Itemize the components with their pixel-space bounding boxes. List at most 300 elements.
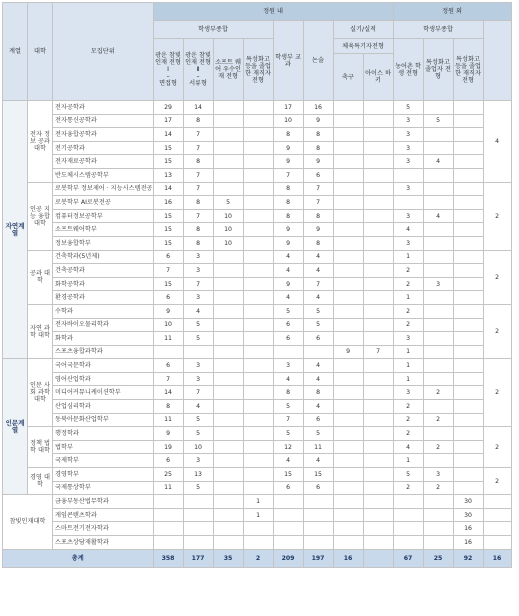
quota-cell: 4 xyxy=(423,209,453,223)
quota-cell xyxy=(363,223,393,237)
quota-cell: 8 xyxy=(273,182,303,196)
quota-cell xyxy=(243,372,273,386)
quota-cell xyxy=(213,128,243,142)
quota-cell: 3 xyxy=(423,468,453,482)
quota-cell xyxy=(213,332,243,346)
quota-cell xyxy=(213,291,243,305)
quota-cell: 6 xyxy=(273,332,303,346)
table-row xyxy=(3,101,512,115)
quota-cell: 2 xyxy=(393,264,423,278)
header-chambit-1: 광운 참빛인재 전형 Ⅰ – 면접형 xyxy=(153,39,183,101)
quota-cell xyxy=(363,101,393,115)
quota-cell: 5 xyxy=(423,114,453,128)
table-body xyxy=(3,101,512,568)
quota-cell: 2 xyxy=(393,427,423,441)
quota-cell xyxy=(213,508,243,522)
quota-cell xyxy=(243,196,273,210)
quota-cell: 8 xyxy=(183,196,213,210)
unit-name: 스포츠상담재활학과 xyxy=(53,536,154,550)
univ-inmunsahoe: 인문 사회 과학 대학 xyxy=(28,359,53,427)
quota-cell: 1 xyxy=(393,250,423,264)
quota-cell xyxy=(423,454,453,468)
quota-cell xyxy=(363,155,393,169)
quota-cell xyxy=(453,440,483,454)
quota-cell: 9 xyxy=(153,304,183,318)
quota-cell xyxy=(453,359,483,373)
quota-cell xyxy=(363,182,393,196)
quota-cell xyxy=(453,291,483,305)
unit-name: 법학부 xyxy=(53,440,154,454)
quota-cell xyxy=(213,250,243,264)
quota-cell: 8 xyxy=(153,400,183,414)
quota-cell: 4 xyxy=(303,291,333,305)
quota-cell: 14 xyxy=(153,182,183,196)
quota-cell xyxy=(453,468,483,482)
total-cell: 25 xyxy=(423,549,453,567)
quota-cell: 3 xyxy=(393,155,423,169)
quota-cell xyxy=(243,291,273,305)
quota-cell xyxy=(243,318,273,332)
quota-cell xyxy=(333,400,363,414)
total-cell: 209 xyxy=(273,549,303,567)
quota-cell xyxy=(243,277,273,291)
quota-cell xyxy=(333,386,363,400)
quota-cell xyxy=(363,236,393,250)
quota-cell: 7 xyxy=(303,277,333,291)
quota-cell: 11 xyxy=(153,481,183,495)
quota-cell xyxy=(243,345,273,359)
quota-cell xyxy=(423,372,453,386)
header-nonsul: 논술 xyxy=(303,21,333,101)
quota-cell xyxy=(423,236,453,250)
header-chambit-2: 광운 참빛인재 전형 Ⅱ – 서류형 xyxy=(183,39,213,101)
quota-cell: 3 xyxy=(183,372,213,386)
unit-name: 스마트전기전자학과 xyxy=(53,522,154,536)
quota-cell: 2 xyxy=(393,304,423,318)
quota-cell xyxy=(183,536,213,550)
quota-cell xyxy=(423,223,453,237)
quota-cell xyxy=(333,440,363,454)
quota-cell: 8 xyxy=(273,196,303,210)
quota-cell xyxy=(303,495,333,509)
table-row xyxy=(3,332,512,346)
table-row xyxy=(3,277,512,291)
quota-cell xyxy=(453,413,483,427)
quota-cell: 3 xyxy=(183,264,213,278)
quota-cell: 5 xyxy=(273,427,303,441)
quota-cell xyxy=(333,264,363,278)
quota-cell xyxy=(333,318,363,332)
quota-cell: 5 xyxy=(303,304,333,318)
quota-cell xyxy=(453,264,483,278)
quota-cell xyxy=(453,141,483,155)
quota-cell xyxy=(393,508,423,522)
table-row xyxy=(3,454,512,468)
quota-cell xyxy=(213,101,243,115)
quota-cell: 5 xyxy=(393,468,423,482)
quota-cell: 4 xyxy=(273,372,303,386)
table-row xyxy=(3,522,512,536)
quota-cell: 7 xyxy=(363,345,393,359)
quota-cell xyxy=(363,291,393,305)
quota-cell xyxy=(363,141,393,155)
header-teukseonghwa: 특성화고 졸업자 전형 xyxy=(423,39,453,101)
quota-cell: 5 xyxy=(393,101,423,115)
quota-cell xyxy=(363,454,393,468)
quota-cell: 8 xyxy=(303,386,333,400)
quota-cell xyxy=(453,427,483,441)
quota-cell xyxy=(393,196,423,210)
quota-cell xyxy=(273,495,303,509)
quota-cell: 3 xyxy=(183,359,213,373)
total-cell: 358 xyxy=(153,549,183,567)
univ-jeongchaek: 정책 법학 대학 xyxy=(28,427,53,468)
quota-cell: 1 xyxy=(243,495,273,509)
quota-cell: 7 xyxy=(183,128,213,142)
univ-gonggwa: 공과 대학 xyxy=(28,250,53,304)
total-label: 총계 xyxy=(3,549,154,567)
quota-cell: 8 xyxy=(183,114,213,128)
quota-cell: 11 xyxy=(303,440,333,454)
quota-cell xyxy=(453,277,483,291)
quota-cell: 3 xyxy=(393,114,423,128)
quota-cell xyxy=(453,332,483,346)
quota-cell xyxy=(453,372,483,386)
table-row xyxy=(3,209,512,223)
admission-quota-table xyxy=(2,2,512,568)
quota-cell xyxy=(213,372,243,386)
quota-cell xyxy=(363,114,393,128)
quota-cell: 2 xyxy=(423,386,453,400)
quota-cell: 5 xyxy=(183,481,213,495)
quota-cell: 3 xyxy=(393,386,423,400)
unit-name: 소프트웨어학부 xyxy=(53,223,154,237)
unit-name: 화학과 xyxy=(53,332,154,346)
unit-name: 전자융합공학과 xyxy=(53,128,154,142)
quota-cell xyxy=(423,101,453,115)
quota-cell: 15 xyxy=(153,277,183,291)
quota-cell xyxy=(213,522,243,536)
quota-cell: 10 xyxy=(213,223,243,237)
quota-cell: 4 xyxy=(423,155,453,169)
quota-cell xyxy=(243,236,273,250)
quota-cell: 4 xyxy=(273,250,303,264)
quota-cell: 4 xyxy=(273,454,303,468)
quota-cell xyxy=(243,454,273,468)
quota-cell xyxy=(153,495,183,509)
quota-cell: 17 xyxy=(273,101,303,115)
quota-cell: 5 xyxy=(183,427,213,441)
quota-cell: 6 xyxy=(153,250,183,264)
quota-cell: 1 xyxy=(393,454,423,468)
quota-cell xyxy=(213,400,243,414)
table-row xyxy=(3,141,512,155)
quota-cell: 10 xyxy=(273,114,303,128)
univ-jeonja: 전자 정보 공과 대학 xyxy=(28,101,53,183)
univ-gyeongyeong: 경영 대학 xyxy=(28,468,53,495)
quota-cell xyxy=(243,209,273,223)
quota-cell: 9 xyxy=(273,277,303,291)
quota-cell xyxy=(423,522,453,536)
quota-cell xyxy=(333,372,363,386)
quota-cell xyxy=(243,359,273,373)
table-row xyxy=(3,413,512,427)
category-jayeon: 자연계열 xyxy=(3,101,28,359)
quota-cell xyxy=(423,495,453,509)
quota-cell: 3 xyxy=(393,332,423,346)
quota-cell: 13 xyxy=(153,168,183,182)
table-row xyxy=(3,508,512,522)
unit-name: 게임콘텐츠학과 xyxy=(53,508,154,522)
quota-cell xyxy=(243,250,273,264)
table-row xyxy=(3,481,512,495)
header-cheyuk: 체육특기자전형 xyxy=(333,39,393,54)
quota-cell: 9 xyxy=(153,427,183,441)
quota-cell xyxy=(363,468,393,482)
quota-cell: 14 xyxy=(153,386,183,400)
quota-cell xyxy=(213,141,243,155)
quota-cell: 1 xyxy=(393,291,423,305)
quota-cell xyxy=(183,522,213,536)
quota-cell xyxy=(363,427,393,441)
quota-cell xyxy=(423,304,453,318)
quota-cell xyxy=(243,332,273,346)
quota-cell xyxy=(333,291,363,305)
seohae-cell xyxy=(483,495,511,509)
unit-name: 영어산업학과 xyxy=(53,372,154,386)
quota-cell: 4 xyxy=(303,454,333,468)
quota-cell: 19 xyxy=(153,440,183,454)
quota-cell: 3 xyxy=(273,359,303,373)
quota-cell xyxy=(333,454,363,468)
quota-cell xyxy=(453,101,483,115)
seohae-cell: 2 xyxy=(483,468,511,495)
seohae-cell: 2 xyxy=(483,427,511,468)
quota-cell: 6 xyxy=(273,481,303,495)
quota-cell: 2 xyxy=(393,318,423,332)
quota-cell xyxy=(363,196,393,210)
table-row xyxy=(3,291,512,305)
quota-cell: 8 xyxy=(273,128,303,142)
quota-cell xyxy=(423,264,453,278)
quota-cell xyxy=(243,481,273,495)
quota-cell xyxy=(243,141,273,155)
total-cell: 92 xyxy=(453,549,483,567)
quota-cell xyxy=(243,223,273,237)
quota-cell: 7 xyxy=(183,277,213,291)
quota-cell xyxy=(363,264,393,278)
quota-cell: 16 xyxy=(453,522,483,536)
quota-cell xyxy=(333,182,363,196)
quota-cell xyxy=(273,536,303,550)
table-row xyxy=(3,318,512,332)
quota-cell: 9 xyxy=(273,236,303,250)
table-row xyxy=(3,168,512,182)
univ-ingong: 인공 지능 융합 대학 xyxy=(28,182,53,250)
seohae-cell: 2 xyxy=(483,250,511,304)
quota-cell xyxy=(303,522,333,536)
quota-cell xyxy=(423,196,453,210)
quota-cell: 3 xyxy=(393,141,423,155)
table-row xyxy=(3,495,512,509)
quota-cell xyxy=(333,155,363,169)
quota-cell: 4 xyxy=(303,400,333,414)
admission-quota-table-wrapper xyxy=(2,2,512,568)
quota-cell xyxy=(243,386,273,400)
quota-cell xyxy=(423,508,453,522)
quota-cell xyxy=(213,386,243,400)
quota-cell xyxy=(453,400,483,414)
quota-cell: 9 xyxy=(333,345,363,359)
quota-cell: 2 xyxy=(423,413,453,427)
quota-cell xyxy=(363,277,393,291)
quota-cell xyxy=(453,454,483,468)
quota-cell: 3 xyxy=(183,250,213,264)
unit-name: 동북아문화산업학부 xyxy=(53,413,154,427)
quota-cell xyxy=(333,250,363,264)
unit-name: 로봇학부 정보제어 · 지능시스템전공 xyxy=(53,182,154,196)
quota-cell: 8 xyxy=(273,386,303,400)
quota-cell: 15 xyxy=(153,209,183,223)
quota-cell xyxy=(453,481,483,495)
unit-name: 건축학과(5년제) xyxy=(53,250,154,264)
table-row xyxy=(3,536,512,550)
unit-name: 전자바이오물리학과 xyxy=(53,318,154,332)
quota-cell: 16 xyxy=(153,196,183,210)
header-software: 소프트 웨어 우수인재 전형 xyxy=(213,39,243,101)
quota-cell: 8 xyxy=(183,155,213,169)
quota-cell: 6 xyxy=(273,318,303,332)
table-row xyxy=(3,400,512,414)
quota-cell xyxy=(213,359,243,373)
quota-cell: 15 xyxy=(153,141,183,155)
quota-cell: 30 xyxy=(453,495,483,509)
quota-cell: 9 xyxy=(273,141,303,155)
quota-cell: 15 xyxy=(153,155,183,169)
quota-cell: 10 xyxy=(213,209,243,223)
quota-cell: 16 xyxy=(453,536,483,550)
unit-name: 컴퓨터정보공학부 xyxy=(53,209,154,223)
quota-cell xyxy=(453,128,483,142)
unit-name: 로봇학부 AI로봇전공 xyxy=(53,196,154,210)
seohae-cell: 2 xyxy=(483,182,511,250)
unit-name: 미디어커뮤니케이션학부 xyxy=(53,386,154,400)
quota-cell: 10 xyxy=(183,440,213,454)
total-cell: 2 xyxy=(243,549,273,567)
table-row xyxy=(3,250,512,264)
quota-cell xyxy=(453,304,483,318)
quota-cell: 1 xyxy=(393,359,423,373)
quota-cell: 6 xyxy=(153,291,183,305)
quota-cell xyxy=(333,332,363,346)
quota-cell xyxy=(363,386,393,400)
quota-cell xyxy=(423,536,453,550)
quota-cell: 2 xyxy=(423,481,453,495)
quota-cell xyxy=(273,345,303,359)
quota-cell xyxy=(153,522,183,536)
quota-cell: 8 xyxy=(183,223,213,237)
quota-cell xyxy=(363,168,393,182)
quota-cell xyxy=(423,359,453,373)
table-row xyxy=(3,182,512,196)
quota-cell xyxy=(333,468,363,482)
table-row xyxy=(3,427,512,441)
unit-name: 금융부동산법무학과 xyxy=(53,495,154,509)
quota-cell xyxy=(333,508,363,522)
quota-cell xyxy=(333,101,363,115)
quota-cell: 5 xyxy=(183,318,213,332)
unit-name: 행정학과 xyxy=(53,427,154,441)
quota-cell xyxy=(333,236,363,250)
table-row xyxy=(3,264,512,278)
table-row xyxy=(3,345,512,359)
quota-cell xyxy=(453,250,483,264)
quota-cell: 8 xyxy=(273,209,303,223)
quota-cell: 1 xyxy=(393,345,423,359)
quota-cell: 9 xyxy=(273,155,303,169)
quota-cell xyxy=(243,155,273,169)
quota-cell: 7 xyxy=(273,168,303,182)
quota-cell: 8 xyxy=(303,141,333,155)
quota-cell xyxy=(453,168,483,182)
quota-cell xyxy=(213,413,243,427)
quota-cell: 4 xyxy=(393,223,423,237)
header-haksaeng-gyogwa: 학생부 교과 xyxy=(273,21,303,101)
quota-cell xyxy=(363,508,393,522)
quota-cell: 2 xyxy=(393,413,423,427)
quota-cell: 8 xyxy=(303,128,333,142)
quota-cell xyxy=(303,508,333,522)
table-row xyxy=(3,304,512,318)
table-row xyxy=(3,440,512,454)
quota-cell xyxy=(213,277,243,291)
quota-cell: 3 xyxy=(183,291,213,305)
quota-cell xyxy=(213,264,243,278)
quota-cell xyxy=(243,400,273,414)
quota-cell: 13 xyxy=(183,468,213,482)
quota-cell xyxy=(363,522,393,536)
quota-cell xyxy=(393,522,423,536)
quota-cell xyxy=(453,114,483,128)
quota-cell: 7 xyxy=(183,168,213,182)
unit-name: 수학과 xyxy=(53,304,154,318)
quota-cell: 3 xyxy=(393,209,423,223)
header-icehockey: 아이스 하키 xyxy=(363,54,393,101)
quota-cell: 3 xyxy=(393,236,423,250)
quota-cell xyxy=(213,440,243,454)
quota-cell xyxy=(363,440,393,454)
quota-cell: 1 xyxy=(243,508,273,522)
quota-cell: 7 xyxy=(183,182,213,196)
quota-cell: 4 xyxy=(183,304,213,318)
quota-cell: 2 xyxy=(393,481,423,495)
quota-cell: 11 xyxy=(153,413,183,427)
quota-cell xyxy=(363,209,393,223)
unit-name: 건축공학과 xyxy=(53,264,154,278)
unit-name: 전기공학과 xyxy=(53,141,154,155)
header-haksaeng-jonghap: 학생부종합 xyxy=(153,21,273,39)
quota-cell xyxy=(363,250,393,264)
unit-name: 산업심리학과 xyxy=(53,400,154,414)
quota-cell xyxy=(243,440,273,454)
quota-cell: 9 xyxy=(303,155,333,169)
quota-cell: 7 xyxy=(153,372,183,386)
quota-cell xyxy=(333,277,363,291)
quota-cell xyxy=(423,345,453,359)
quota-cell: 7 xyxy=(273,413,303,427)
table-row xyxy=(3,236,512,250)
unit-name: 화학공학과 xyxy=(53,277,154,291)
